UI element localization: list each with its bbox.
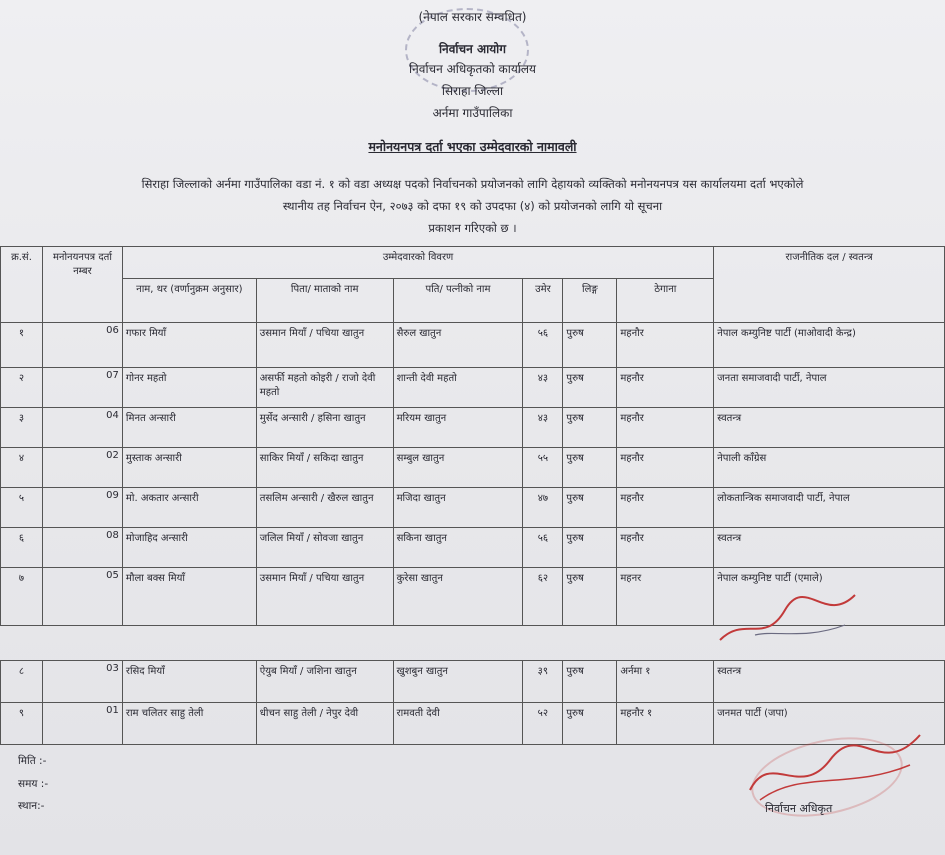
header-age: उमेर [523, 279, 563, 323]
cell-gender: पुरुष [563, 703, 617, 745]
cell-parents: धीचन साहु तेली / नेपुर देवी [256, 703, 393, 745]
signature-mark-2 [740, 730, 930, 810]
table-row [1, 368, 945, 408]
header-father-mother: पिता/ माताको नाम [256, 279, 393, 323]
cell-party: स्वतन्त्र [714, 661, 945, 703]
cell-parents: तसलिम अन्सारी / खैरुल खातुन [256, 488, 393, 528]
header-party: राजनीतिक दल / स्वतन्त्र [714, 247, 945, 323]
cell-age: ५२ [523, 703, 563, 745]
cell-age: ४७ [523, 488, 563, 528]
cell-spouse: रामवती देवी [393, 703, 523, 745]
cell-spouse: मजिदा खातुन [393, 488, 523, 528]
cell-name: राम चलितर साहु तेली [122, 703, 256, 745]
cell-age: ६२ [523, 568, 563, 626]
cell-name: गफार मियाँ [122, 323, 256, 368]
cell-party: नेपाली काँग्रेस [714, 448, 945, 488]
cell-party: नेपाल कम्युनिष्ट पार्टी (माओवादी केन्द्र) [714, 323, 945, 368]
cell-name: रसिद मियाँ [122, 661, 256, 703]
table-row [1, 448, 945, 488]
cell-address: महनौर [617, 323, 714, 368]
footer-date: मिति :- [18, 755, 47, 767]
cell-address: महनौर [617, 528, 714, 568]
cell-age: ५६ [523, 323, 563, 368]
cell-sn: ८ [1, 661, 43, 703]
intro-line-3: प्रकाशन गरिएको छ । [428, 221, 517, 235]
header-line-1: (नेपाल सरकार सम्वधित) [418, 10, 527, 24]
cell-spouse: सम्बुल खातुन [393, 448, 523, 488]
candidates-table [0, 246, 945, 626]
intro-line-1: सिराहा जिल्लाको अर्नमा गाउँपालिका वडा नं. १ को वडा अध्यक्ष पदको निर्वाचनको प्रयोजनको लागि देहायको व्यक्तिको मनोनयनपत्र यस कार्यालयमा दर्ता भएकोले [141, 177, 804, 191]
cell-reg-no: 08 [42, 528, 122, 568]
cell-spouse: सैरुल खातुन [393, 323, 523, 368]
cell-parents: मुर्सेद अन्सारी / हसिना खातुन [256, 408, 393, 448]
cell-reg-no: 03 [42, 661, 122, 703]
cell-gender: पुरुष [563, 368, 617, 408]
intro-line-2: स्थानीय तह निर्वाचन ऐन, २०७३ को दफा १९ को उपदफा (४) को प्रयोजनको लागि यो सूचना [282, 199, 663, 213]
cell-spouse: सकिना खातुन [393, 528, 523, 568]
cell-name: मौला बक्स मियाँ [122, 568, 256, 626]
cell-party: जनता समाजवादी पार्टी, नेपाल [714, 368, 945, 408]
cell-name: मो. अकतार अन्सारी [122, 488, 256, 528]
cell-address: महनौर [617, 448, 714, 488]
cell-spouse: शान्ती देवी महतो [393, 368, 523, 408]
cell-address: अर्नमा १ [617, 661, 714, 703]
cell-party: नेपाल कम्युनिष्ट पार्टी (एमाले) [714, 568, 945, 626]
cell-address: महनौर [617, 408, 714, 448]
header-gender: लिङ्ग [563, 279, 617, 323]
election-officer-label: निर्वाचन अधिकृत [765, 802, 833, 815]
cell-party: लोकतान्त्रिक समाजवादी पार्टी, नेपाल [714, 488, 945, 528]
cell-name: मिनत अन्सारी [122, 408, 256, 448]
cell-spouse: खुशबुन खातुन [393, 661, 523, 703]
header-reg-no: मनोनयनपत्र दर्ता नम्बर [42, 247, 122, 323]
cell-address: महनौर १ [617, 703, 714, 745]
header-candidate-details: उम्मेदवारको विवरण [122, 247, 713, 279]
table-row [1, 528, 945, 568]
footer-place: स्थान:- [18, 800, 45, 812]
page-title: मनोनयनपत्र दर्ता भएका उम्मेदवारको नामावली [368, 139, 577, 154]
cell-gender: पुरुष [563, 408, 617, 448]
cell-reg-no: 06 [42, 323, 122, 368]
cell-parents: साकिर मियाँ / सकिदा खातुन [256, 448, 393, 488]
cell-sn: २ [1, 368, 43, 408]
header-sn: क्र.सं. [1, 247, 43, 323]
cell-gender: पुरुष [563, 568, 617, 626]
cell-sn: ५ [1, 488, 43, 528]
table-row [1, 488, 945, 528]
cell-sn: १ [1, 323, 43, 368]
cell-parents: उसमान मियाँ / पचिया खातुन [256, 323, 393, 368]
cell-reg-no: 09 [42, 488, 122, 528]
cell-sn: ४ [1, 448, 43, 488]
header-address: ठेगाना [617, 279, 714, 323]
cell-gender: पुरुष [563, 661, 617, 703]
cell-sn: ९ [1, 703, 43, 745]
cell-reg-no: 04 [42, 408, 122, 448]
cell-party: स्वतन्त्र [714, 408, 945, 448]
signature-mark-1 [715, 585, 865, 655]
footer-time: समय :- [18, 778, 49, 790]
cell-age: ५६ [523, 528, 563, 568]
header-line-4: सिराहा जिल्ला [441, 84, 504, 98]
cell-name: मुस्ताक अन्सारी [122, 448, 256, 488]
header-spouse: पति/ पत्नीको नाम [393, 279, 523, 323]
cell-address: महनौर [617, 368, 714, 408]
cell-name: मोजाहिद अन्सारी [122, 528, 256, 568]
cell-gender: पुरुष [563, 448, 617, 488]
cell-gender: पुरुष [563, 528, 617, 568]
header-line-5: अर्नमा गाउँपालिका [432, 106, 513, 120]
cell-party: स्वतन्त्र [714, 528, 945, 568]
table-row [1, 408, 945, 448]
table-row [1, 661, 945, 703]
cell-sn: ७ [1, 568, 43, 626]
cell-age: ३९ [523, 661, 563, 703]
cell-party: जनमत पार्टी (जपा) [714, 703, 945, 745]
cell-age: ४३ [523, 368, 563, 408]
header-line-3: निर्वाचन अधिकृतको कार्यालय [409, 62, 536, 76]
cell-reg-no: 05 [42, 568, 122, 626]
cell-gender: पुरुष [563, 488, 617, 528]
cell-age: ४३ [523, 408, 563, 448]
cell-parents: असर्फी महतो कोइरी / राजो देवी महतो [256, 368, 393, 408]
cell-age: ५५ [523, 448, 563, 488]
cell-reg-no: 02 [42, 448, 122, 488]
header-line-2: निर्वाचन आयोग [438, 42, 507, 56]
cell-gender: पुरुष [563, 323, 617, 368]
cell-name: गोनर महतो [122, 368, 256, 408]
cell-parents: ऐयुब मियाँ / जशिना खातुन [256, 661, 393, 703]
cell-parents: उसमान मियाँ / पचिया खातुन [256, 568, 393, 626]
header-name: नाम, थर (वर्णानुक्रम अनुसार) [122, 279, 256, 323]
cell-parents: जलिल मियाँ / सोवजा खातुन [256, 528, 393, 568]
cell-reg-no: 07 [42, 368, 122, 408]
cell-reg-no: 01 [42, 703, 122, 745]
cell-address: महनौर [617, 488, 714, 528]
cell-sn: ३ [1, 408, 43, 448]
cell-address: महनर [617, 568, 714, 626]
cell-sn: ६ [1, 528, 43, 568]
table-row [1, 323, 945, 368]
cell-spouse: कुरेसा खातुन [393, 568, 523, 626]
cell-spouse: मरियम खातुन [393, 408, 523, 448]
